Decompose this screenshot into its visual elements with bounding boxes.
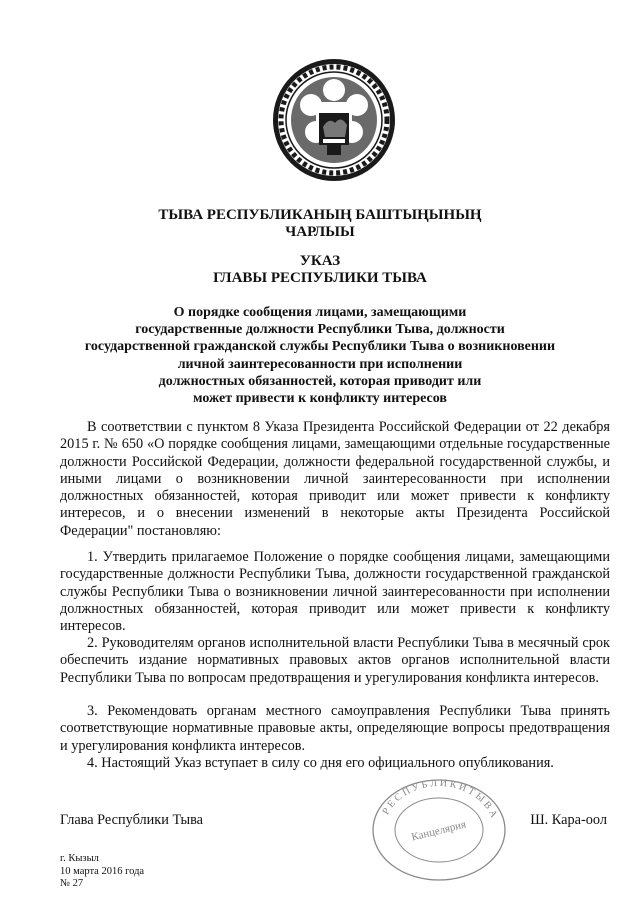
svg-text:Канцелярия: Канцелярия [410, 818, 468, 844]
header-tuvan-title [0, 207, 640, 241]
item-3-block [60, 703, 610, 755]
official-stamp-icon [365, 772, 513, 884]
item-2-paragraph: 2. Руководителям органов исполнительной власти Республики Тыва в месячный срок обеспечить издание нормативных правовых актов органов исполнительной власти Республики Тыва по вопросам предотвращения и урегулирования конфликта интересов. [60, 635, 610, 686]
title-line: личной заинтересованности при исполнении [177, 356, 463, 372]
title-line: государственной гражданской службы Республики Тыва о возникновении [84, 339, 556, 355]
decree-number: № 27 [60, 878, 84, 889]
item-1-paragraph: 1. Утвердить прилагаемое Положение о порядке сообщения лицами, замещающими государственные должности Республики Тыва, должности государственной гражданской службы Республики Тыва о возникновении личной заинтересованности при исполнении должностных обязанностей, которая приводит или может привести к конфликту интересов. [60, 549, 610, 635]
title-line: может привести к конфликту интересов [193, 391, 447, 407]
header-russian-title [0, 253, 640, 287]
decree-title [0, 304, 640, 407]
item-1-block [60, 549, 610, 635]
title-line: О порядке сообщения лицами, замещающими [173, 305, 467, 320]
decree-authority: ГЛАВЫ РЕСПУБЛИКИ ТЫВА [213, 270, 427, 286]
preamble-paragraph: В соответствии с пунктом 8 Указа Президента Российской Федерации от 22 декабря 2015 г. № 650 «О порядке сообщения лицами, замещающими отдельные государственные должности Российской Федерации, должности федеральной государственной службы, и иными лицами о возникновении личной заинтересованности при исполнении должностных обязанностей, которая приводит или может привести к конфликту интересов, и о внесении изменений в некоторые акты Президента Российской Федерации" постановляю: [60, 419, 610, 539]
signature-position: Глава Республики Тыва [60, 812, 203, 828]
tuva-emblem-icon [271, 57, 397, 183]
decree-city: г. Кызыл [60, 853, 99, 864]
decree-details [60, 853, 144, 891]
item-3-paragraph: 3. Рекомендовать органам местного самоуправления Республики Тыва принять соответствующие нормативные правовые акты, определяющие вопросы предотвращения и урегулирования конфликта интересов. [60, 703, 610, 754]
title-line: должностных обязанностей, которая приводит или [158, 373, 482, 389]
item-2-block [60, 635, 610, 687]
item-4-paragraph: 4. Настоящий Указ вступает в силу со дня его официального опубликования. [87, 755, 554, 771]
header-tuvan-line1: ТЫВА РЕСПУБЛИКАНЫҢ БАШТЫҢЫНЫҢ [158, 207, 482, 223]
signature-name: Ш. Кара-оол [530, 812, 607, 828]
header-tuvan-line2: ЧАРЛЫЫ [285, 224, 355, 240]
item-4-block [60, 755, 610, 772]
svg-text:Р Е С П У Б Л И К И Т Ы В А: Р Е С П У Б Л И К И Т Ы В А [380, 777, 500, 820]
preamble-block [60, 419, 610, 540]
decree-word: УКАЗ [299, 253, 341, 269]
decree-date: 10 марта 2016 года [60, 865, 145, 877]
title-line: государственные должности Республики Тыва, должности [135, 322, 505, 338]
